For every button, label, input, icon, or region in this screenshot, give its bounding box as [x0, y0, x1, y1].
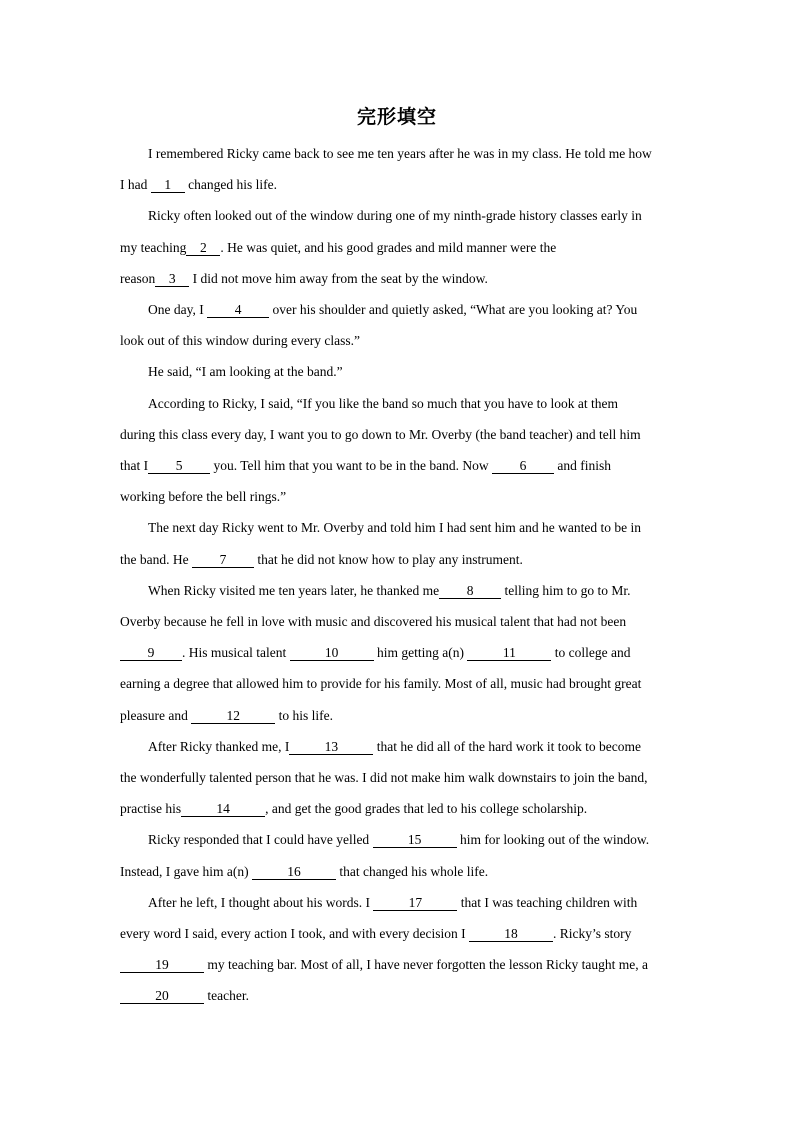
passage-text: . He was quiet, and his good grades and mild manner were the	[220, 239, 557, 255]
passage-line	[148, 362, 708, 382]
passage-line	[148, 144, 708, 164]
answer-blank-7[interactable]: 7	[192, 552, 254, 568]
passage-line	[148, 893, 708, 913]
passage-text: . Ricky’s story	[553, 926, 632, 941]
answer-blank-4[interactable]: 4	[207, 302, 269, 318]
answer-blank-11[interactable]: 11	[467, 645, 551, 661]
passage-text: The next day Ricky went to Mr. Overby and told him I had sent him and he wanted to be in	[148, 520, 642, 536]
passage-line	[148, 394, 708, 414]
answer-blank-18[interactable]: 18	[469, 926, 553, 942]
passage-line	[120, 331, 680, 351]
passage-line	[148, 300, 708, 320]
passage-text: Ricky often looked out of the window during one of my ninth-grade history classes early in	[148, 208, 642, 224]
passage-text: over his shoulder and quietly asked, “What are you looking at? You	[269, 302, 638, 317]
passage-line	[120, 175, 680, 195]
answer-blank-10[interactable]: 10	[290, 645, 374, 661]
passage-line	[120, 269, 680, 289]
passage-line	[148, 830, 708, 850]
passage-text: Instead, I gave him a(n)	[120, 863, 252, 879]
passage-text: you. Tell him that you want to be in the band. Now	[210, 458, 493, 473]
passage-line	[148, 581, 708, 601]
passage-text: him for looking out of the window.	[456, 832, 650, 848]
passage-text: that he did not know how to play any instrument.	[253, 551, 523, 567]
passage-text: I did not move him away from the seat by the window.	[189, 270, 488, 286]
answer-blank-5[interactable]: 5	[148, 458, 210, 474]
passage-text: Overby because he fell in love with music and discovered his musical talent that had not been	[120, 614, 627, 629]
passage-text: my teaching bar. Most of all, I have never forgotten the lesson Ricky taught me, a	[204, 957, 649, 973]
answer-blank-2[interactable]: 2	[186, 240, 220, 256]
passage-text: my teaching	[120, 239, 187, 255]
passage-line	[120, 425, 680, 445]
passage-line	[148, 518, 708, 538]
passage-line	[120, 768, 680, 788]
passage-text: I had	[120, 177, 151, 193]
answer-blank-9[interactable]: 9	[120, 645, 182, 661]
passage-text: pleasure and	[120, 707, 192, 723]
passage-text: I remembered Ricky came back to see me ten years after he was in my class. He told me how	[148, 146, 652, 161]
passage-line	[120, 643, 680, 663]
answer-blank-15[interactable]: 15	[373, 832, 457, 848]
passage-line	[120, 550, 680, 570]
passage-text: look out of this window during every class.”	[120, 333, 360, 349]
passage-line	[120, 862, 680, 882]
answer-blank-3[interactable]: 3	[155, 271, 189, 287]
passage-text: that I was teaching children with	[457, 894, 638, 910]
passage-text: and finish	[554, 458, 612, 473]
passage-text: He said, “I am looking at the band.”	[148, 364, 343, 380]
passage-line	[120, 612, 680, 632]
answer-blank-6[interactable]: 6	[492, 458, 554, 474]
passage-line	[148, 737, 708, 757]
answer-blank-1[interactable]: 1	[151, 177, 185, 193]
answer-blank-8[interactable]: 8	[439, 583, 501, 599]
passage-line	[120, 674, 680, 694]
passage-text: Ricky responded that I could have yelled	[148, 832, 373, 848]
passage-text: working before the bell rings.”	[120, 489, 287, 505]
passage-text: earning a degree that allowed him to provide for his family. Most of all, music had brought great	[120, 676, 642, 692]
answer-blank-19[interactable]: 19	[120, 957, 204, 973]
answer-blank-12[interactable]: 12	[191, 708, 275, 724]
passage-text: the wonderfully talented person that he was. I did not make him walk downstairs to join the band,	[120, 770, 648, 785]
passage-line	[120, 955, 680, 975]
passage-text: that changed his whole life.	[335, 863, 489, 879]
passage-text: him getting a(n)	[373, 645, 468, 661]
passage-text: every word I said, every action I took, and with every decision I	[120, 926, 470, 941]
passage-text: According to Ricky, I said, “If you like the band so much that you have to look at them	[148, 395, 619, 411]
passage-text: telling him to go to Mr.	[501, 582, 631, 598]
passage-text: teacher.	[204, 988, 249, 1004]
passage-line	[120, 706, 680, 726]
answer-blank-17[interactable]: 17	[373, 895, 457, 911]
passage-line	[120, 986, 680, 1006]
passage-text: changed his life.	[184, 177, 277, 193]
answer-blank-20[interactable]: 20	[120, 988, 204, 1004]
answer-blank-16[interactable]: 16	[252, 864, 336, 880]
passage-text: to his life.	[275, 707, 333, 723]
passage-line	[120, 456, 680, 476]
passage-line	[120, 924, 680, 944]
answer-blank-13[interactable]: 13	[289, 739, 373, 755]
passage-text: , and get the good grades that led to his college scholarship.	[265, 801, 588, 817]
passage-line	[120, 799, 680, 819]
passage-line	[148, 206, 708, 226]
passage-text: practise his	[120, 801, 182, 817]
passage-text: One day, I	[148, 302, 208, 317]
document-title: 完形填空	[356, 106, 437, 128]
passage-text: When Ricky visited me ten years later, he thanked me	[148, 582, 440, 598]
passage-line	[120, 238, 680, 258]
passage-text: that I	[120, 458, 149, 473]
passage-text: during this class every day, I want you to go down to Mr. Overby (the band teacher) and tell him	[120, 426, 641, 442]
passage-text: reason	[120, 270, 156, 286]
passage-text: . His musical talent	[182, 645, 290, 661]
passage-text: After Ricky thanked me, I	[148, 738, 290, 754]
passage-text: After he left, I thought about his words. I	[148, 894, 374, 910]
passage-text: to college and	[551, 645, 631, 661]
answer-blank-14[interactable]: 14	[181, 801, 265, 817]
passage-text: that he did all of the hard work it took to become	[373, 738, 642, 754]
passage-text: the band. He	[120, 551, 192, 567]
passage-line	[120, 487, 680, 507]
